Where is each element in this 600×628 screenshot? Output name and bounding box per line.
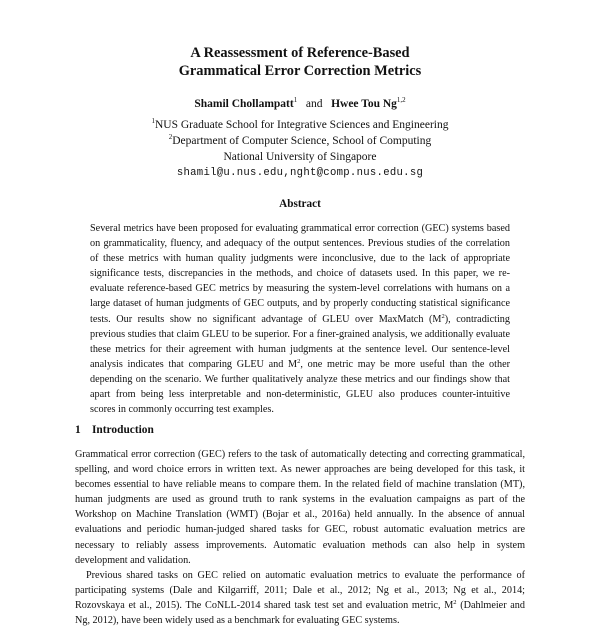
introduction-body <box>75 447 525 628</box>
abstract-body <box>90 221 510 417</box>
author-2-affiliation-mark: 1,2 <box>396 96 406 104</box>
abstract-superscript-1: 2 <box>441 312 445 320</box>
section-heading <box>75 424 154 436</box>
title-line-1: A Reassessment of Reference-Based <box>190 45 410 61</box>
affiliation-1-mark: 1 <box>151 117 155 125</box>
intro-paragraph-1: Grammatical error correction (GEC) refers to the task of automatically detecting and correcting grammatical, spelling, and word choice errors in written text. As newer approaches are being developed for this task, it becomes essential to have reliable means to compare them. In the related field of machine translation (MT), human judgments are used as ground truth to rank systems in the evaluation campaigns as part of the Workshop on Machine Translation (WMT) (Bojar et al., 2016a) held annually. In the absence of annual evaluations and periodic human-judged shared tasks for GEC, robust automatic evaluation metrics are necessary to reliably assess improvements. Automatic evaluation methods can also help in system development and validation. <box>75 449 525 566</box>
paper-title <box>0 44 600 80</box>
section-title: Introduction <box>92 424 154 436</box>
affiliation-2 <box>0 133 600 149</box>
author-1-affiliation-mark: 1 <box>293 96 298 104</box>
intro-paragraph-2-text-2: (Dahlmeier and Ng, 2012), have been widely used as a benchmark for evaluating GEC systems. <box>75 599 525 627</box>
abstract-heading: Abstract <box>279 198 321 210</box>
author-list <box>0 98 600 111</box>
author-2: Hwee Tou Ng <box>331 98 397 110</box>
intro-paragraph-2-text-1: Previous shared tasks on GEC relied on automatic evaluation metrics to evaluate the performance of participating systems (Dale and Kilgarriff, 2011; Dale et al., 2012; Ng et al., 2013; Ng et al., 2014; Rozovskaya et al., 2015). The CoNLL-2014 shared task test set and evaluation metric, M <box>75 569 525 611</box>
affiliation-3: National University of Singapore <box>223 151 377 163</box>
intro-paragraph-2 <box>75 568 525 628</box>
abstract-superscript-2: 2 <box>297 357 301 365</box>
affiliation-1-text: NUS Graduate School for Integrative Sciences and Engineering <box>155 119 449 131</box>
title-line-2: Grammatical Error Correction Metrics <box>178 63 422 79</box>
author-1: Shamil Chollampatt <box>194 98 294 110</box>
affiliation-2-mark: 2 <box>168 133 173 141</box>
affiliations <box>0 117 600 181</box>
section-number: 1 <box>75 424 81 436</box>
author-conjunction: and <box>305 98 323 110</box>
affiliation-1 <box>0 117 600 133</box>
author-emails: shamil@u.nus.edu,nght@comp.nus.edu.sg <box>176 167 424 179</box>
abstract-text-3: , one metric may be more useful than the other depending on the scenario. We further qualitatively analyze these metrics and our findings show that apart from being less interpretable and non-deterministic, GLEU also produces counter-intuitive scores in commonly occurring test examples. <box>90 358 510 416</box>
abstract-text-1: Several metrics have been proposed for evaluating grammatical error correction (GEC) systems based on grammaticality, fluency, and adequacy of the output sentences. Previous studies of the correlation of these metrics with human quality judgments were inconclusive, due to the lack of appropriate significance tests, discrepancies in the methods, and choice of datasets used. In this paper, we re-evaluate reference-based GEC metrics by measuring the system-level correlations with humans on a large dataset of human judgments of GEC outputs, and by properly conducting statistical significance tests. Our results show no significant advantage of GLEU over MaxMatch (M <box>90 223 510 325</box>
intro-paragraph-2-superscript: 2 <box>453 598 457 606</box>
abstract-text-2: ), contradicting previous studies that claim GLEU to be superior. For a finer-grained analysis, we additionally evaluate these metrics for their agreement with human judgments at the sentence level. Our sentence-level analysis indicates that comparing GLEU and M <box>90 313 510 370</box>
affiliation-2-text: Department of Computer Science, School of Computing <box>172 135 432 147</box>
